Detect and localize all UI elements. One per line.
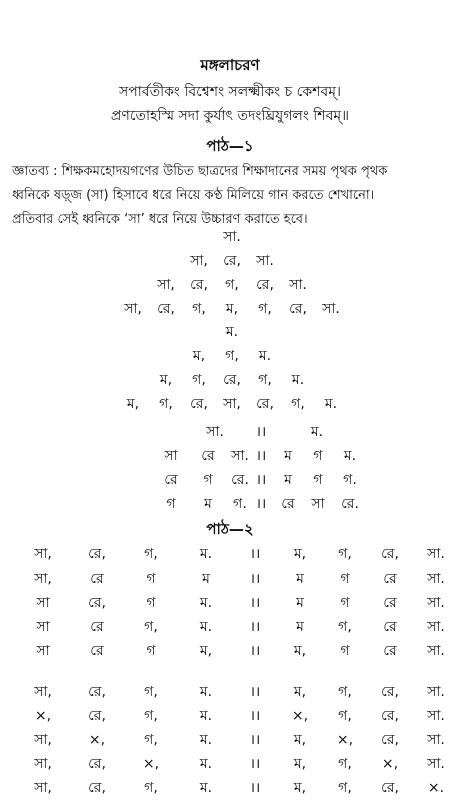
swara-note: রে. (231, 472, 249, 488)
swara-note: সা, (157, 277, 175, 293)
swara-note: রে, (381, 780, 399, 796)
exercise-row (0, 593, 460, 613)
swara-note: রে (90, 619, 104, 635)
swara-note: গ, (144, 619, 158, 635)
swara-note: সা. (427, 595, 445, 611)
swara-note: সা (36, 643, 50, 659)
lesson-1-title: পাঠ—১ (206, 137, 254, 155)
swara-note: সা. (427, 546, 445, 562)
swara-note: ম. (199, 546, 213, 562)
swara-note: ম (204, 496, 212, 512)
swara-note: সা (36, 619, 50, 635)
swara-note: ম. (225, 324, 239, 340)
exercise-row (0, 544, 460, 564)
swara-note: গ (340, 571, 350, 587)
note-line-1: জ্ঞাতব্য : শিক্ষকমহোদয়গণের উচিত ছাত্রদের শিক্ষাদানের সময় পৃথক পৃথক (12, 164, 388, 179)
lesson-2-title: পাঠ—২ (206, 520, 254, 538)
swara-note: সা, (34, 780, 52, 796)
exercise-row (0, 730, 460, 750)
bar-divider: ।। (255, 448, 267, 464)
swara-note: সা. (427, 684, 445, 700)
pyramid_sa-row (0, 275, 460, 295)
exercise-row (0, 617, 460, 637)
swara-note: গ (146, 571, 156, 587)
swara-note: গ, (225, 277, 239, 293)
swara-note: ম. (199, 595, 213, 611)
swara-note: ম. (199, 732, 213, 748)
swara-note: সা, (190, 253, 208, 269)
pyramid_ma-row (0, 322, 460, 342)
pyramid_sa-row (0, 251, 460, 271)
invocation-heading: মঙ্গলাচরণ (200, 56, 260, 74)
swara-note: গ (203, 472, 213, 488)
swara-note: সা. (206, 424, 224, 440)
swara-note: গ, (192, 372, 206, 388)
swara-note: রে, (88, 780, 106, 796)
swara-note: রে, (223, 372, 241, 388)
bar-divider: ।। (249, 546, 261, 562)
swara-note: ম. (310, 424, 324, 440)
swara-note: গ, (144, 732, 158, 748)
swara-note: সা. (427, 708, 445, 724)
swara-note: রে (164, 472, 178, 488)
swara-note: গ, (144, 684, 158, 700)
swara-note: সা. (322, 301, 340, 317)
swara-note: ম. (199, 684, 213, 700)
swara-note: ম (202, 571, 210, 587)
swara-note: ম. (199, 619, 213, 635)
swara-note: সা, (223, 396, 241, 412)
paired-row (0, 422, 460, 442)
swara-note: সা. (427, 619, 445, 635)
bar-divider: ।। (249, 595, 261, 611)
bar-divider: ।। (249, 643, 261, 659)
swara-note: ম, (293, 756, 307, 772)
swara-note: রে (201, 448, 215, 464)
swara-note: ম (284, 448, 292, 464)
swara-note: গ, (258, 301, 272, 317)
swara-note: গ (313, 448, 323, 464)
swara-note: রে (90, 571, 104, 587)
swara-note: রে (383, 643, 397, 659)
swara-note: রে, (289, 301, 307, 317)
swara-note: ম (296, 595, 304, 611)
swara-note: রে, (190, 396, 208, 412)
swara-note: গ (340, 595, 350, 611)
verse-line-2: প্রণতোহস্মি সদা কুর্যাৎ তদংঘ্রিযুগলং শিবম্॥ (110, 108, 350, 124)
swara-note: ম. (291, 372, 305, 388)
swara-note: সা. (427, 732, 445, 748)
swara-note: গ, (258, 372, 272, 388)
swara-note: রে, (190, 277, 208, 293)
swara-note: গ. (343, 472, 357, 488)
paired-row (0, 446, 460, 466)
swara-note: রে (383, 571, 397, 587)
swara-note: গ (166, 496, 176, 512)
paired-row (0, 470, 460, 490)
swara-note: ×, (336, 732, 354, 748)
swara-note: ম. (199, 708, 213, 724)
swara-note: ম, (199, 643, 213, 659)
swara-note: রে (281, 496, 295, 512)
swara-note: গ, (338, 756, 352, 772)
swara-note: ×, (381, 756, 399, 772)
swara-note: গ, (159, 396, 173, 412)
swara-note: ম, (293, 643, 307, 659)
swara-note: ম. (324, 396, 338, 412)
swara-note: সা. (223, 229, 241, 245)
swara-note: ম, (126, 396, 140, 412)
swara-note: সা. (256, 253, 274, 269)
bar-divider: ।। (249, 780, 261, 796)
note-line-2: ধ্বনিকে ষড়্‌জ (সা) হিসাবে ধরে নিয়ে কণ্ঠ মিলিয়ে গান করতে শেখানো। (12, 188, 375, 203)
swara-note: গ, (338, 546, 352, 562)
swara-note: গ. (233, 496, 247, 512)
bar-divider: ।। (249, 619, 261, 635)
swara-note: গ, (338, 619, 352, 635)
swara-note: রে, (223, 253, 241, 269)
swara-note: গ (146, 643, 156, 659)
bar-divider: ।। (249, 756, 261, 772)
swara-note: রে, (381, 684, 399, 700)
exercise-row (0, 754, 460, 774)
swara-note: গ, (338, 780, 352, 796)
swara-note: রে, (381, 546, 399, 562)
pyramid_ma-row (0, 394, 460, 414)
verse-line-1: সপার্বতীকং বিশ্বেশং সলক্ষ্মীকং চ কেশবম্। (118, 84, 341, 100)
bar-divider: ।। (249, 708, 261, 724)
swara-note: ম. (199, 780, 213, 796)
exercise-row (0, 641, 460, 661)
swara-note: গ (313, 472, 323, 488)
swara-note: রে, (381, 732, 399, 748)
swara-note: সা, (34, 756, 52, 772)
bar-divider: ।। (255, 496, 267, 512)
swara-note: ম. (199, 756, 213, 772)
exercise-row (0, 682, 460, 702)
swara-note: গ, (291, 396, 305, 412)
swara-note: রে, (88, 756, 106, 772)
swara-note: ম. (343, 448, 357, 464)
swara-note: ম, (192, 348, 206, 364)
pyramid_sa-row (0, 227, 460, 247)
swara-note: রে, (256, 396, 274, 412)
pyramid_ma-row (0, 370, 460, 390)
swara-note: ×, (291, 708, 309, 724)
swara-note: সা (164, 448, 178, 464)
swara-note: ম, (159, 372, 173, 388)
swara-note: সা. (427, 643, 445, 659)
swara-note: সা (311, 496, 325, 512)
swara-note: গ (340, 643, 350, 659)
swara-note: সা. (289, 277, 307, 293)
bar-divider: ।। (249, 684, 261, 700)
swara-note: রে, (256, 277, 274, 293)
note-line-3: প্রতিবার সেই ধ্বনিকে ‘সা’ ধরে নিয়ে উচ্চারণ করাতে হবে। (12, 212, 308, 227)
swara-note: ম (284, 472, 292, 488)
swara-note: ম, (293, 546, 307, 562)
swara-note: ম. (258, 348, 272, 364)
swara-note: ম, (293, 684, 307, 700)
swara-note: ×. (427, 780, 445, 796)
swara-note: রে (90, 643, 104, 659)
swara-note: সা, (34, 546, 52, 562)
swara-note: গ, (338, 708, 352, 724)
swara-note: সা. (427, 756, 445, 772)
swara-note: রে, (381, 708, 399, 724)
swara-note: গ, (225, 348, 239, 364)
bar-divider: ।। (249, 732, 261, 748)
swara-note: ম (296, 619, 304, 635)
swara-note: সা (36, 595, 50, 611)
pyramid_ma-row (0, 346, 460, 366)
exercise-row (0, 778, 460, 798)
swara-note: ×, (34, 708, 52, 724)
swara-note: গ, (338, 684, 352, 700)
swara-note: গ, (144, 708, 158, 724)
exercise-row (0, 706, 460, 726)
swara-note: গ, (144, 546, 158, 562)
swara-note: রে, (88, 708, 106, 724)
swara-note: রে, (88, 546, 106, 562)
swara-note: ম (296, 571, 304, 587)
swara-note: রে. (341, 496, 359, 512)
swara-note: রে (383, 595, 397, 611)
swara-note: সা. (427, 571, 445, 587)
swara-note: ম, (225, 301, 239, 317)
swara-note: সা. (231, 448, 249, 464)
swara-note: ×, (142, 756, 160, 772)
swara-note: গ, (192, 301, 206, 317)
swara-note: গ, (144, 780, 158, 796)
swara-note: সা, (124, 301, 142, 317)
bar-divider: ।। (255, 472, 267, 488)
swara-note: সা, (34, 684, 52, 700)
paired-row (0, 494, 460, 514)
swara-note: রে (383, 619, 397, 635)
bar-divider: ।। (255, 424, 267, 440)
swara-note: ×, (88, 732, 106, 748)
swara-note: রে, (157, 301, 175, 317)
exercise-row (0, 569, 460, 589)
pyramid_sa-row (0, 299, 460, 319)
swara-note: রে, (88, 684, 106, 700)
swara-note: ম, (293, 732, 307, 748)
swara-note: রে, (88, 595, 106, 611)
swara-note: গ (146, 595, 156, 611)
swara-note: সা, (34, 571, 52, 587)
swara-note: ম, (293, 780, 307, 796)
bar-divider: ।। (249, 571, 261, 587)
swara-note: সা, (34, 732, 52, 748)
